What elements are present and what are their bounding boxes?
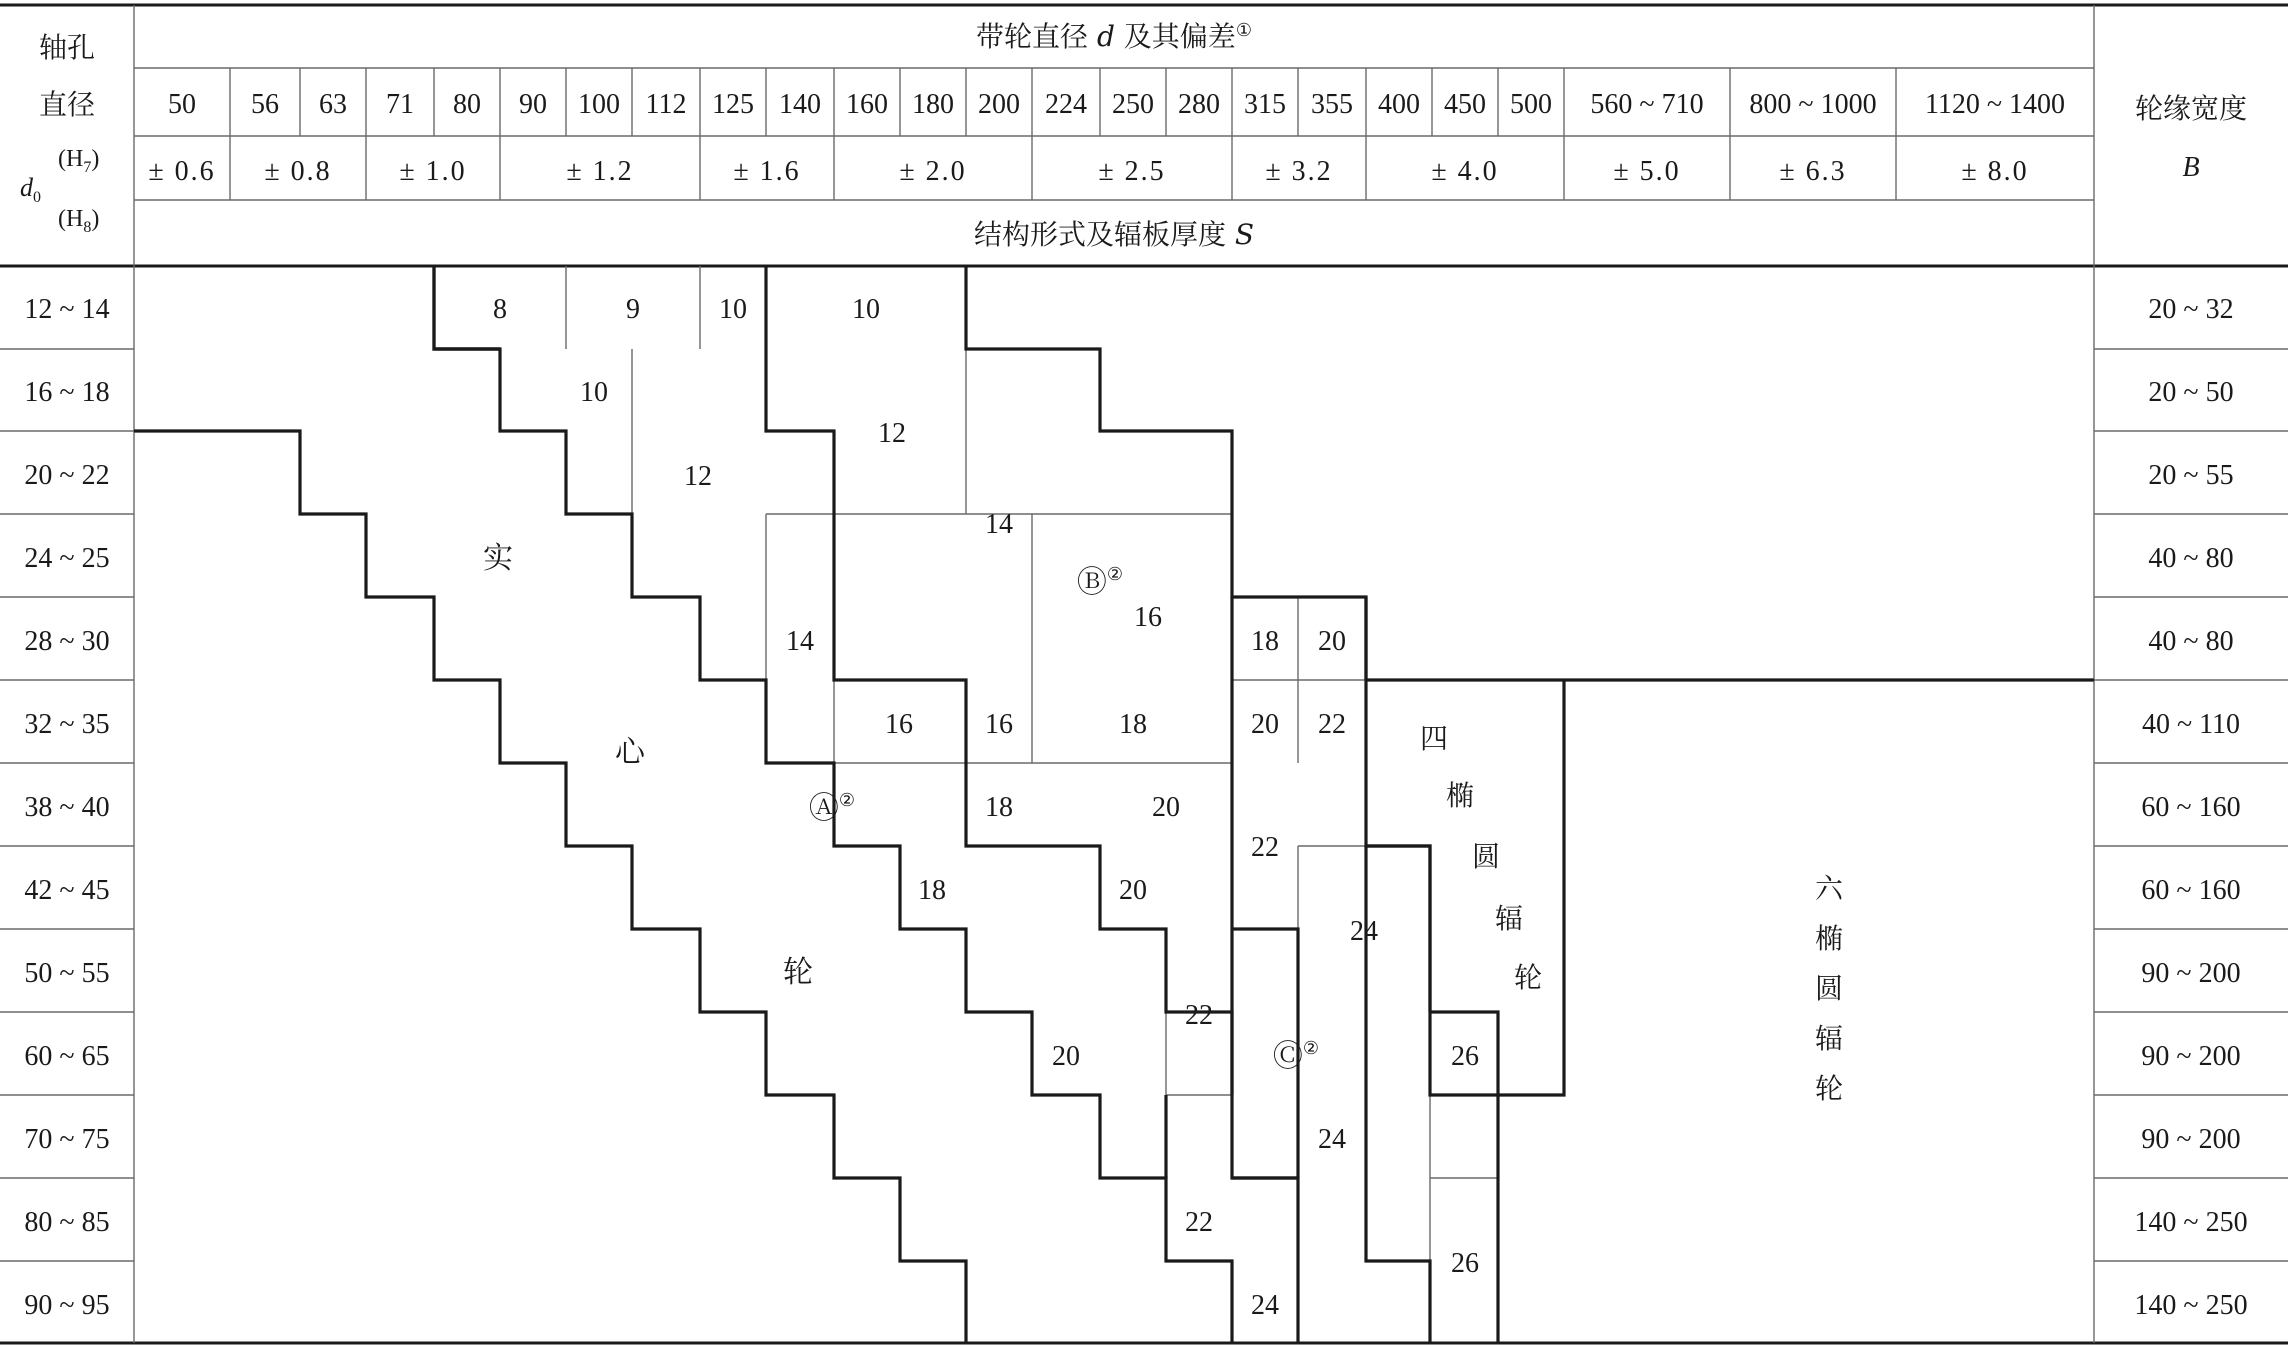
tolerance-cell: ± 4.0: [1431, 156, 1499, 187]
structure-label-s: S: [1234, 218, 1255, 251]
diameter-cell: 200: [978, 89, 1020, 120]
tolerance-cell: ± 1.2: [566, 156, 634, 187]
thickness-value: 16: [985, 709, 1013, 740]
diameter-cell: 355: [1311, 89, 1353, 120]
svg-text:结构形式及辐板厚度 S: [974, 218, 1254, 251]
thickness-value: 16: [885, 709, 913, 740]
tolerance-row: [148, 156, 2028, 187]
diameter-cell: 280: [1178, 89, 1220, 120]
table-grid: [0, 5, 2288, 1343]
svg-text:Ⓒ②: Ⓒ②: [1272, 1038, 1320, 1074]
diameter-label: 直径: [38, 88, 96, 121]
four-elliptical-spoke-label: [1420, 722, 1542, 994]
thickness-value: 10: [719, 294, 747, 325]
tolerance-cell: ± 2.0: [899, 156, 967, 187]
svg-text:六: 六: [1814, 872, 1844, 905]
thickness-value: 24: [1318, 1124, 1346, 1155]
diameter-cell: 500: [1510, 89, 1552, 120]
bore-diameter-cell: 90 ~ 95: [24, 1290, 110, 1321]
diameter-cell: 224: [1045, 89, 1087, 120]
rim-width-cell: 40 ~ 110: [2141, 709, 2241, 740]
svg-text:(H8): $(H_8)$: [58, 206, 100, 236]
bore-diameter-cell: 60 ~ 65: [24, 1041, 110, 1072]
svg-text:(H7): $(H_7)$: [58, 146, 100, 176]
region-boundaries: [134, 266, 2094, 1343]
diameter-header-row: [168, 89, 2065, 120]
d0-subscript: 0: [33, 189, 41, 206]
tolerance-cell: ± 8.0: [1961, 156, 2029, 187]
diameter-cell: 315: [1244, 89, 1286, 120]
bore-diameter-cell: 32 ~ 35: [24, 709, 110, 740]
thickness-value: 26: [1451, 1041, 1479, 1072]
diameter-cell: 800 ~ 1000: [1749, 89, 1877, 120]
rim-width-cell: 60 ~ 160: [2141, 875, 2241, 906]
diameter-cell: 100: [578, 89, 620, 120]
h7-subscript: 7: [83, 159, 92, 176]
h8-label: (H: [58, 206, 84, 232]
tolerance-cell: ± 0.8: [264, 156, 332, 187]
solid-pulley-label: [483, 541, 813, 990]
diameter-cell: 180: [912, 89, 954, 120]
thickness-value: 22: [1185, 1000, 1213, 1031]
diameter-cell: 112: [645, 89, 687, 120]
thickness-value: 26: [1451, 1248, 1479, 1279]
bore-diameter-cell: 20 ~ 22: [24, 460, 110, 491]
thickness-value: 20: [1052, 1041, 1080, 1072]
bore-diameter-cell: 50 ~ 55: [24, 958, 110, 989]
diameter-cell: 250: [1112, 89, 1154, 120]
diameter-cell: 140: [779, 89, 821, 120]
rim-width-cell: 90 ~ 200: [2141, 958, 2241, 989]
svg-text:轮: 轮: [783, 955, 813, 990]
d0-label: d: [20, 173, 33, 202]
svg-text:圆: 圆: [1814, 972, 1844, 1005]
thickness-value: 20: [1119, 875, 1147, 906]
diameter-cell: 71: [386, 89, 414, 120]
svg-text:椭: 椭: [1814, 922, 1844, 955]
rim-width-symbol: B: [2182, 152, 2200, 183]
thickness-value: 18: [1251, 626, 1279, 657]
rim-width-cell: 20 ~ 55: [2148, 460, 2234, 491]
diameter-cell: 160: [846, 89, 888, 120]
tolerance-cell: ± 2.5: [1098, 156, 1166, 187]
rim-width-header: [2135, 92, 2247, 183]
thickness-value: 8: [493, 294, 507, 325]
thickness-value: 18: [1119, 709, 1147, 740]
structure-label: [974, 218, 1254, 251]
diameter-cell: 125: [712, 89, 754, 120]
rim-width-cell: 40 ~ 80: [2148, 626, 2234, 657]
rim-width-cell: 20 ~ 32: [2148, 294, 2234, 325]
h8-subscript: 8: [83, 219, 92, 236]
thickness-value: 22: [1185, 1207, 1213, 1238]
thickness-value: 9: [626, 294, 640, 325]
type-c-marker: Ⓒ: [1272, 1039, 1303, 1074]
bore-diameter-cell: 12 ~ 14: [24, 294, 110, 325]
bore-diameter-cell: 28 ~ 30: [24, 626, 110, 657]
tolerance-cell: ± 1.0: [399, 156, 467, 187]
thickness-value: 24: [1350, 916, 1378, 947]
tolerance-cell: ± 1.6: [733, 156, 801, 187]
diameter-cell: 50: [168, 89, 196, 120]
rim-width-cell: 140 ~ 250: [2134, 1207, 2248, 1238]
thickness-value: 22: [1251, 832, 1279, 863]
svg-text:带轮直径 d 及其偏差①: [976, 20, 1252, 53]
thickness-value: 20: [1152, 792, 1180, 823]
type-b-marker: Ⓑ: [1076, 565, 1107, 600]
row-separators: [0, 349, 2288, 1261]
tolerance-cell: ± 3.2: [1265, 156, 1333, 187]
svg-text:辐: 辐: [1494, 902, 1524, 935]
diameter-cell: 90: [519, 89, 547, 120]
thickness-value: 14: [786, 626, 814, 657]
bore-diameter-cell: 80 ~ 85: [24, 1207, 110, 1238]
thickness-value: 12: [684, 461, 712, 492]
thickness-value: 24: [1251, 1290, 1279, 1321]
rim-width-cell: 140 ~ 250: [2134, 1290, 2248, 1321]
region-thin-lines: [566, 266, 1501, 1261]
bore-diameter-cell: 42 ~ 45: [24, 875, 110, 906]
svg-text:辐: 辐: [1814, 1022, 1844, 1055]
thickness-value: 16: [1134, 602, 1162, 633]
header-left: [20, 31, 99, 236]
diameter-cell: 1120 ~ 1400: [1924, 89, 2066, 120]
rim-width-cell: 90 ~ 200: [2141, 1041, 2241, 1072]
bore-diameter-cell: 24 ~ 25: [24, 543, 110, 574]
svg-text:轮: 轮: [1814, 1072, 1844, 1105]
pulley-title-note: ①: [1235, 20, 1252, 41]
thickness-value: 20: [1251, 709, 1279, 740]
bore-diameter-column: [24, 294, 109, 1321]
rim-width-label: 轮缘宽度: [2134, 92, 2248, 125]
six-elliptical-spoke-label: [1815, 872, 1844, 1105]
diameter-cell: 80: [453, 89, 481, 120]
tolerance-cell: ± 5.0: [1613, 156, 1681, 187]
thickness-value: 20: [1318, 626, 1346, 657]
web-thickness-values: [493, 294, 1479, 1321]
shaft-hole-label: 轴孔: [38, 31, 96, 64]
svg-text:实: 实: [483, 541, 513, 576]
thickness-value: 22: [1318, 709, 1346, 740]
h7-label: (H: [58, 146, 84, 172]
structure-type-markers: [809, 564, 1319, 1074]
thickness-value: 12: [878, 418, 906, 449]
thickness-value: 10: [580, 377, 608, 408]
svg-text:四: 四: [1419, 722, 1449, 755]
diameter-cell: 56: [251, 89, 279, 120]
bore-diameter-cell: 70 ~ 75: [24, 1124, 110, 1155]
structure-label-text: 结构形式及辐板厚度: [973, 218, 1226, 251]
rim-width-cell: 90 ~ 200: [2141, 1124, 2241, 1155]
rim-width-cell: 60 ~ 160: [2141, 792, 2241, 823]
svg-text:轮: 轮: [1513, 961, 1543, 994]
type-a-marker: Ⓐ: [808, 791, 839, 826]
thickness-value: 14: [985, 509, 1013, 540]
thickness-value: 10: [852, 294, 880, 325]
svg-text:椭: 椭: [1445, 779, 1475, 812]
svg-text:Ⓑ②: Ⓑ②: [1076, 564, 1124, 600]
pulley-title-d: d: [1096, 20, 1115, 53]
tolerance-cell: ± 6.3: [1779, 156, 1847, 187]
diameter-cell: 560 ~ 710: [1590, 89, 1704, 120]
thickness-value: 18: [918, 875, 946, 906]
rim-width-cell: 20 ~ 50: [2148, 377, 2234, 408]
pulley-title-part-a: 带轮直径: [976, 20, 1089, 53]
svg-text:d0: [20, 173, 41, 206]
svg-text:圆: 圆: [1471, 840, 1501, 873]
pulley-title-part-b: 及其偏差: [1123, 20, 1236, 53]
svg-text:心: 心: [615, 735, 645, 770]
diameter-cell: 450: [1444, 89, 1486, 120]
bore-diameter-cell: 16 ~ 18: [24, 377, 110, 408]
diameter-cell: 63: [319, 89, 347, 120]
rim-width-column: [2134, 294, 2247, 1321]
thickness-value: 18: [985, 792, 1013, 823]
pulley-diameter-title: [976, 20, 1252, 53]
bore-diameter-cell: 38 ~ 40: [24, 792, 110, 823]
svg-text:Ⓐ②: Ⓐ②: [808, 790, 856, 826]
rim-width-cell: 40 ~ 80: [2148, 543, 2234, 574]
diameter-cell: 400: [1378, 89, 1420, 120]
tolerance-cell: ± 0.6: [148, 156, 216, 187]
